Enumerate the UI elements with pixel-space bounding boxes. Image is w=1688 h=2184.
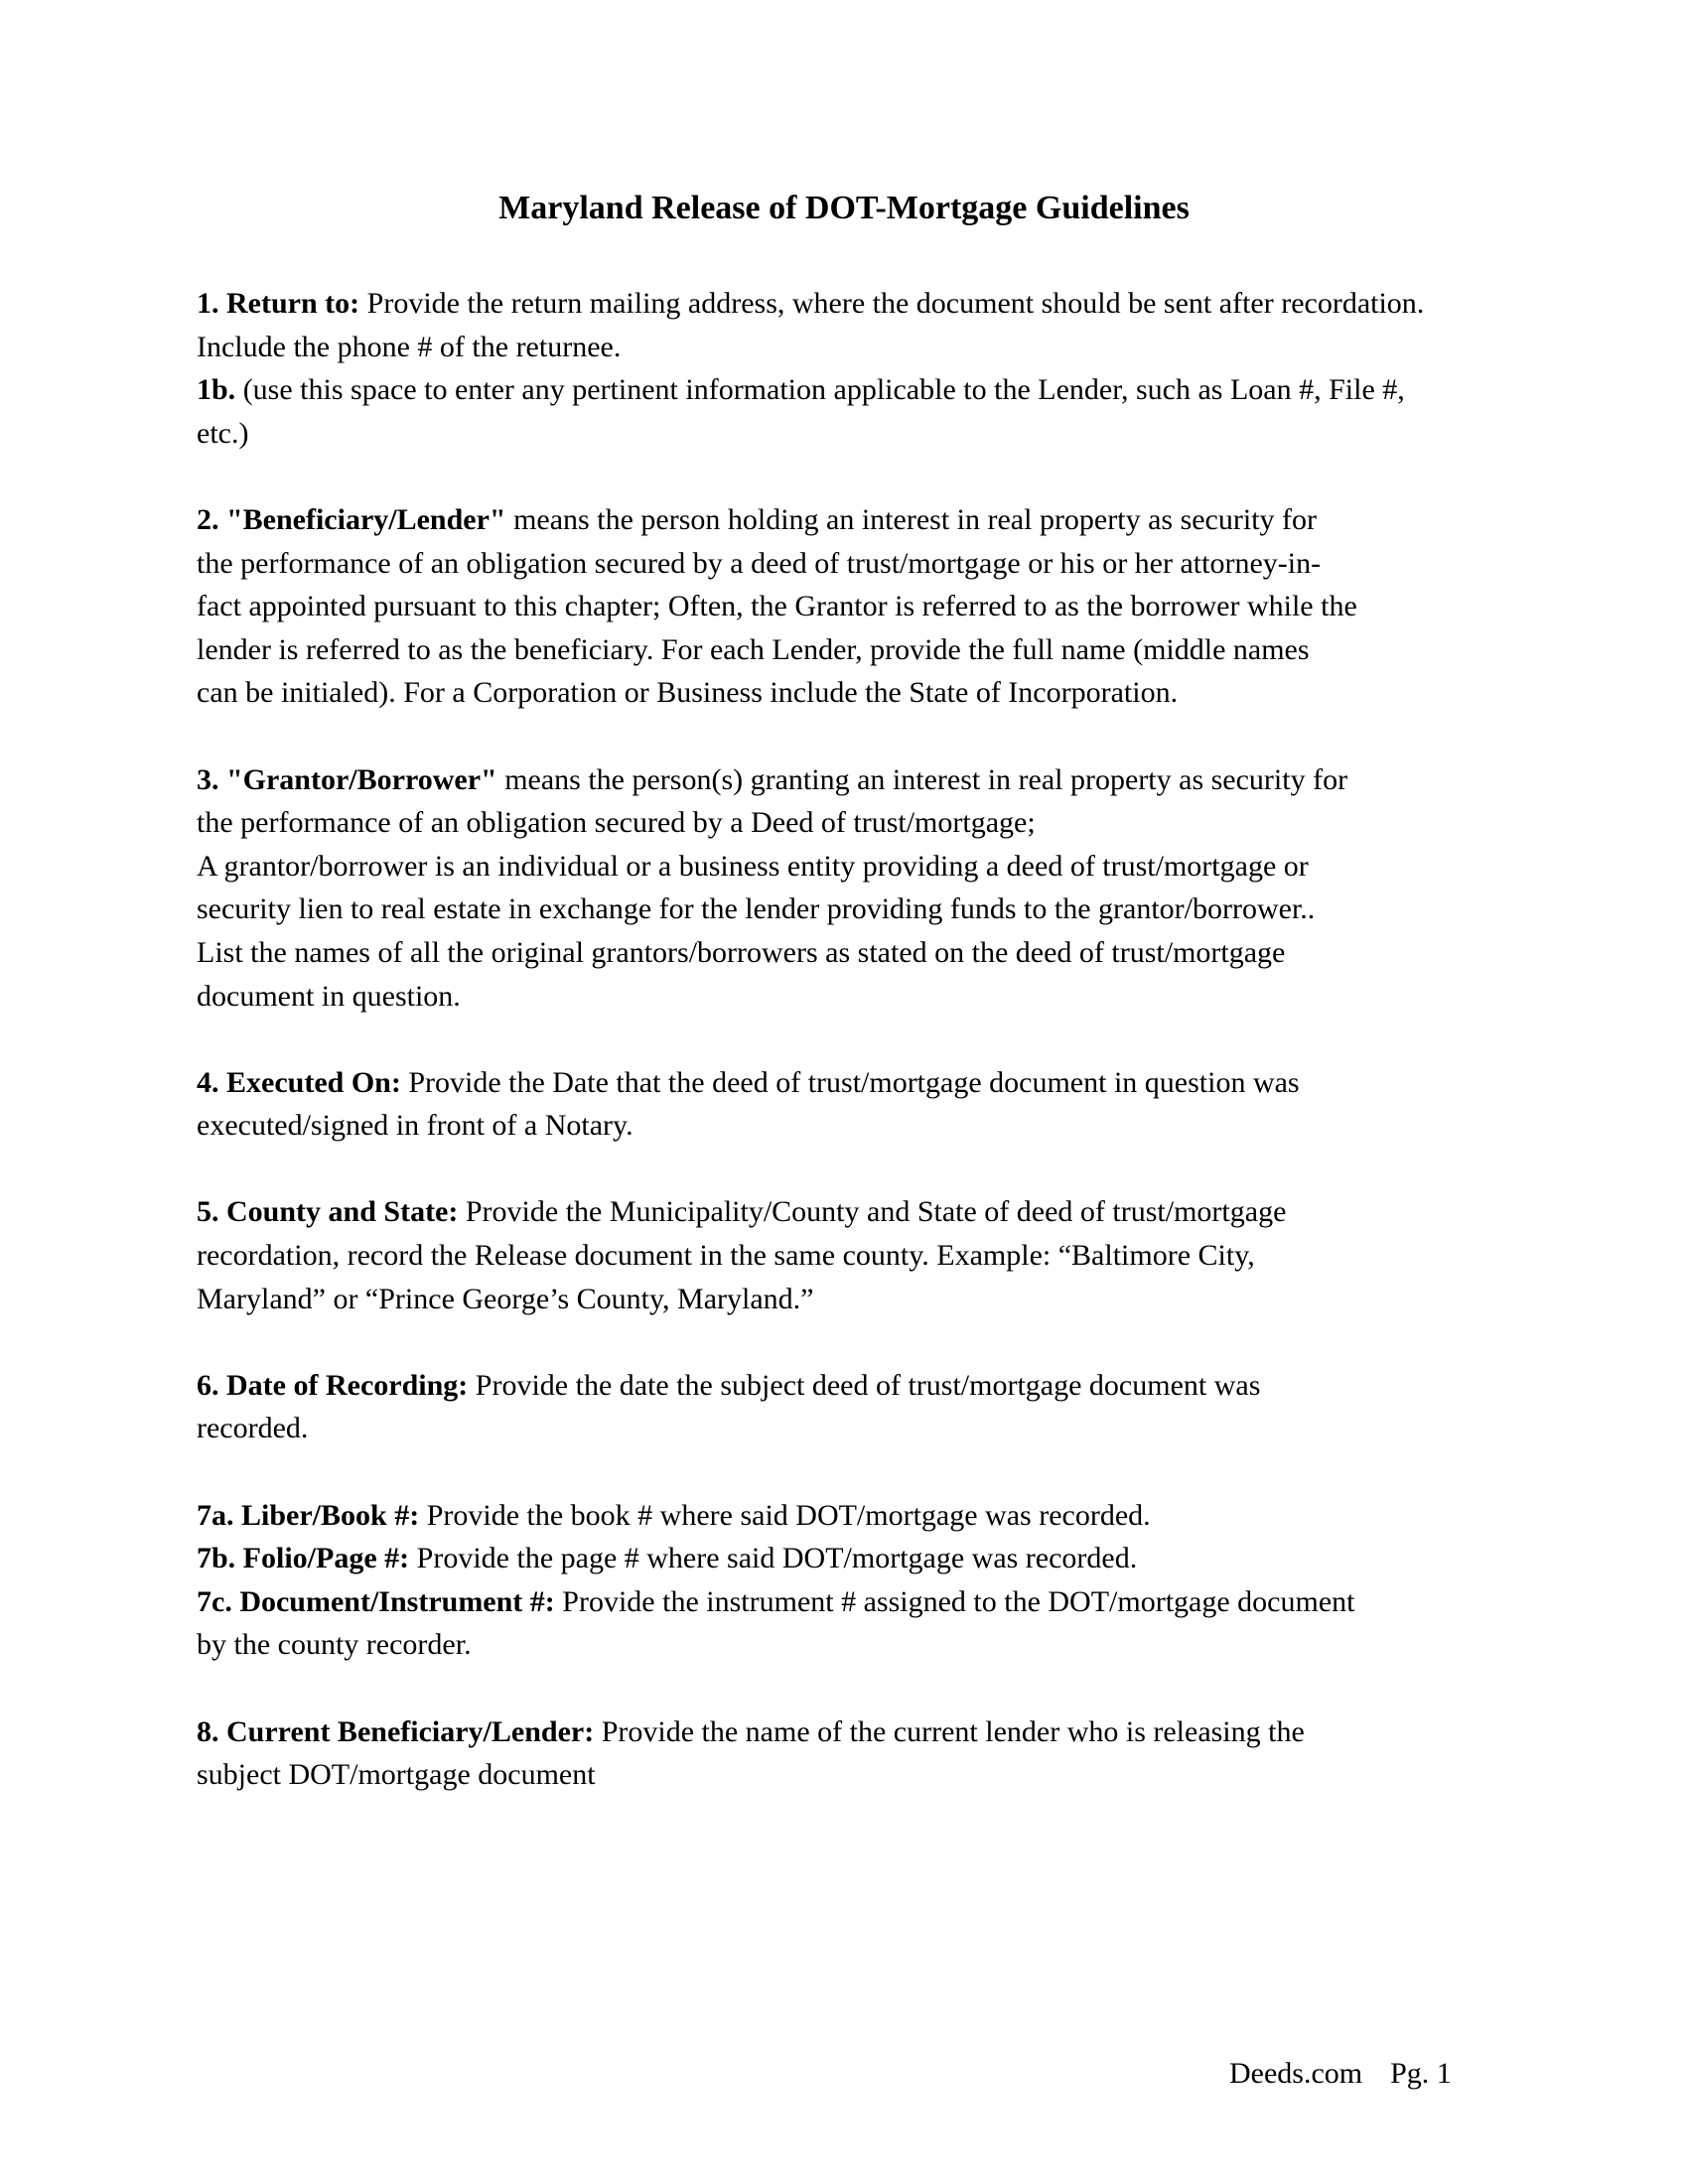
guideline-text: document in question. xyxy=(197,979,461,1013)
guideline-text: Maryland” or “Prince George’s County, Maryland.” xyxy=(197,1282,814,1315)
guideline-section xyxy=(197,1190,1557,1320)
guideline-text: means the person holding an interest in real property as security for xyxy=(505,502,1318,536)
footer-site: Deeds.com xyxy=(1229,2057,1363,2090)
guideline-line xyxy=(197,1407,1557,1450)
guideline-text: security lien to real estate in exchange for the lender providing funds to the grantor/borrower.. xyxy=(197,892,1316,926)
page-title: Maryland Release of DOT-Mortgage Guidelines xyxy=(498,190,1190,226)
guideline-line xyxy=(197,758,1557,802)
field-label: 7b. Folio/Page #: xyxy=(197,1542,410,1575)
guideline-text: Provide the name of the current lender who is releasing the xyxy=(594,1714,1305,1748)
guideline-text: Provide the page # where said DOT/mortgage was recorded. xyxy=(409,1542,1138,1575)
field-label: 1b. xyxy=(197,373,236,407)
guideline-line xyxy=(197,671,1557,715)
guideline-text: can be initialed). For a Corporation or Business include the State of Incorporation. xyxy=(197,676,1179,710)
guideline-line xyxy=(197,1753,1557,1797)
guideline-line xyxy=(197,368,1557,412)
guideline-text: recordation, record the Release document in the same county. Example: “Baltimore City, xyxy=(197,1239,1255,1273)
guideline-text: A grantor/borrower is an individual or a business entity providing a deed of trust/mortgage or xyxy=(197,849,1309,883)
guideline-line xyxy=(197,585,1557,628)
guideline-section xyxy=(197,1494,1557,1667)
guideline-text: Provide the return mailing address, where the document should be sent after recordation. xyxy=(359,287,1425,320)
guideline-line xyxy=(197,887,1557,931)
guideline-text: fact appointed pursuant to this chapter; Often, the Grantor is referred to as the borrower while the xyxy=(197,590,1357,623)
guideline-line xyxy=(197,412,1557,456)
guideline-line xyxy=(197,1234,1557,1278)
footer-page-number: Pg. 1 xyxy=(1390,2057,1452,2090)
guideline-line xyxy=(197,1623,1557,1667)
guideline-line xyxy=(197,282,1557,326)
guideline-text: lender is referred to as the beneficiary. For each Lender, provide the full name (middle names xyxy=(197,632,1310,666)
guideline-line xyxy=(197,1537,1557,1580)
guideline-section xyxy=(197,282,1557,455)
guideline-text: subject DOT/mortgage document xyxy=(197,1758,596,1792)
guideline-text: Provide the Date that the deed of trust/mortgage document in question was xyxy=(400,1065,1300,1099)
field-label: 3. "Grantor/Borrower" xyxy=(197,762,497,796)
guideline-text: List the names of all the original grantors/borrowers as stated on the deed of trust/mortgage xyxy=(197,935,1286,969)
guideline-line xyxy=(197,1364,1557,1408)
guideline-line xyxy=(197,1278,1557,1321)
guideline-text: Provide the instrument # assigned to the DOT/mortgage document xyxy=(554,1584,1355,1618)
guideline-line xyxy=(197,1061,1557,1105)
guideline-text: by the county recorder. xyxy=(197,1628,472,1662)
guideline-text: (use this space to enter any pertinent information applicable to the Lender, such as Loan #, File #, xyxy=(235,373,1405,407)
guideline-section xyxy=(197,758,1557,1019)
field-label: 1. Return to: xyxy=(197,287,360,320)
guideline-section xyxy=(197,1364,1557,1450)
guideline-text: the performance of an obligation secured by a Deed of trust/mortgage; xyxy=(197,806,1036,840)
guideline-line xyxy=(197,1710,1557,1754)
guideline-line xyxy=(197,628,1557,672)
guideline-line xyxy=(197,845,1557,888)
guideline-text: etc.) xyxy=(197,416,249,450)
guideline-text: the performance of an obligation secured by a deed of trust/mortgage or his or her attorney-in- xyxy=(197,546,1322,580)
guidelines-body xyxy=(197,282,1557,1840)
guideline-line xyxy=(197,931,1557,975)
guideline-text: Provide the Municipality/County and State of deed of trust/mortgage xyxy=(458,1195,1287,1229)
guideline-line xyxy=(197,1104,1557,1148)
guideline-section xyxy=(197,1061,1557,1148)
guideline-line xyxy=(197,498,1557,542)
field-label: 5. County and State: xyxy=(197,1195,459,1229)
guideline-line xyxy=(197,801,1557,845)
guideline-text: Provide the book # where said DOT/mortgage was recorded. xyxy=(419,1498,1151,1532)
guideline-line xyxy=(197,1494,1557,1538)
guideline-text: executed/signed in front of a Notary. xyxy=(197,1109,633,1143)
guideline-text: recorded. xyxy=(197,1412,309,1445)
field-label: 7a. Liber/Book #: xyxy=(197,1498,420,1532)
guideline-line xyxy=(197,975,1557,1019)
guideline-section xyxy=(197,498,1557,715)
guideline-text: Include the phone # of the returnee. xyxy=(197,330,622,363)
field-label: 6. Date of Recording: xyxy=(197,1368,469,1402)
page-footer xyxy=(1229,2054,1452,2094)
guideline-text: Provide the date the subject deed of trust/mortgage document was xyxy=(468,1368,1261,1402)
guideline-line xyxy=(197,1190,1557,1234)
guideline-text: means the person(s) granting an interest in real property as security for xyxy=(496,762,1348,796)
field-label: 2. "Beneficiary/Lender" xyxy=(197,502,506,536)
guideline-line xyxy=(197,542,1557,586)
field-label: 8. Current Beneficiary/Lender: xyxy=(197,1714,595,1748)
field-label: 7c. Document/Instrument #: xyxy=(197,1584,555,1618)
guideline-line xyxy=(197,1580,1557,1624)
guideline-line xyxy=(197,326,1557,369)
guideline-section xyxy=(197,1710,1557,1797)
field-label: 4. Executed On: xyxy=(197,1065,401,1099)
